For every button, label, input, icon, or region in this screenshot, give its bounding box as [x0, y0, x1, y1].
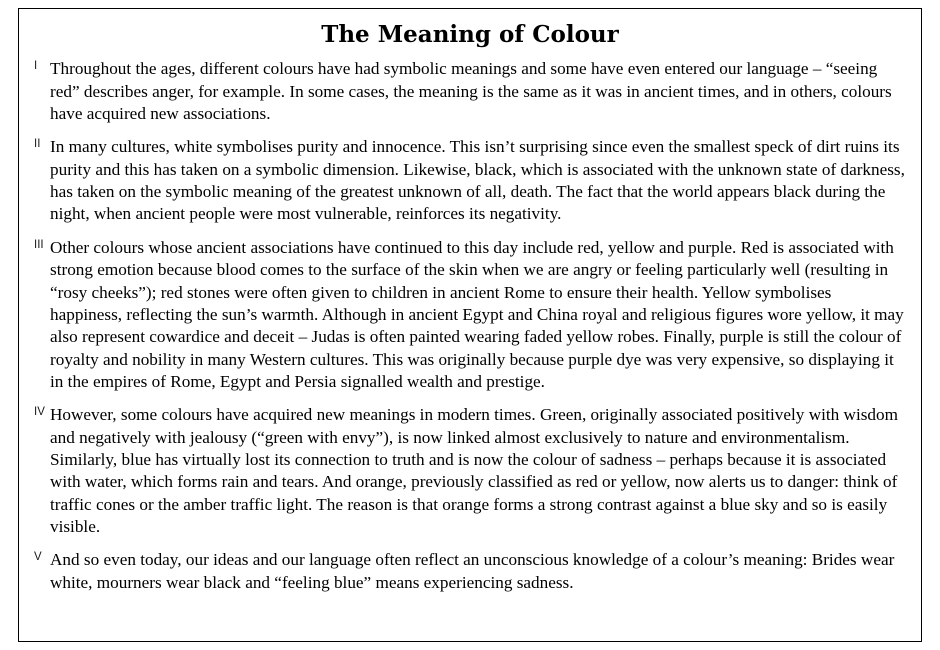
- paragraph-item: [34, 136, 906, 225]
- paragraph-list: [34, 58, 906, 594]
- paragraph-text: Other colours whose ancient associations have continued to this day include red, yellow and purple. Red is associated with strong emotion because blood comes to the surface of the skin when we are angry or feeling particularly well (resulting in “rosy cheeks”); red stones were often given to children in ancient Rome to ensure their health. Yellow symbolises happiness, reflecting the sun’s warmth. Although in ancient Egypt and China royal and religious figures wore yellow, it may also represent cowardice and deceit – Judas is often painted wearing faded yellow robes. Finally, purple is still the colour of royalty and nobility in many Western cultures. This was originally because purple dye was very expensive, so displaying it in the empires of Rome, Egypt and Persia signalled wealth and prestige.: [50, 237, 904, 391]
- paragraph-number: I: [34, 60, 38, 73]
- paragraph-item: [34, 58, 906, 125]
- paragraph-number: II: [34, 138, 41, 151]
- paragraph-text: However, some colours have acquired new meanings in modern times. Green, originally associated positively with wisdom and negatively with jealousy (“green with envy”), is now linked almost exclusively to nature and environmentalism. Similarly, blue has virtually lost its connection to truth and is now the colour of sadness – perhaps because it is associated with water, which forms rain and tears. And orange, previously classified as red or yellow, now alerts us to danger: think of traffic cones or the amber traffic light. The reason is that orange forms a strong contrast against a blue sky and so is easily visible.: [50, 405, 898, 537]
- paragraph-item: [34, 237, 906, 394]
- paragraph-text: And so even today, our ideas and our language often reflect an unconscious knowledge of a colour’s meaning: Brides wear white, mourners wear black and “feeling blue” means experiencing sadness.: [50, 550, 895, 592]
- paragraph-number: III: [34, 238, 44, 251]
- paragraph-number: IV: [34, 406, 45, 419]
- paragraph-text: In many cultures, white symbolises purity and innocence. This isn’t surprising since even the smallest speck of dirt ruins its purity and this has taken on a symbolic dimension. Likewise, black, which is associated with the unknown state of darkness, has taken on the symbolic meaning of the greatest unknown of all, death. The fact that the world appears black during the night, when ancient people were most vulnerable, reinforces its negativity.: [50, 137, 905, 224]
- page-title: The Meaning of Colour: [321, 21, 619, 48]
- paragraph-number: V: [34, 551, 42, 564]
- paragraph-text: Throughout the ages, different colours have had symbolic meanings and some have even entered our language – “seeing red” describes anger, for example. In some cases, the meaning is the same as it was in ancient times, and in others, colours have acquired new associations.: [50, 59, 892, 124]
- paragraph-item: [34, 404, 906, 538]
- document-content: [18, 8, 922, 642]
- paragraph-item: [34, 549, 906, 594]
